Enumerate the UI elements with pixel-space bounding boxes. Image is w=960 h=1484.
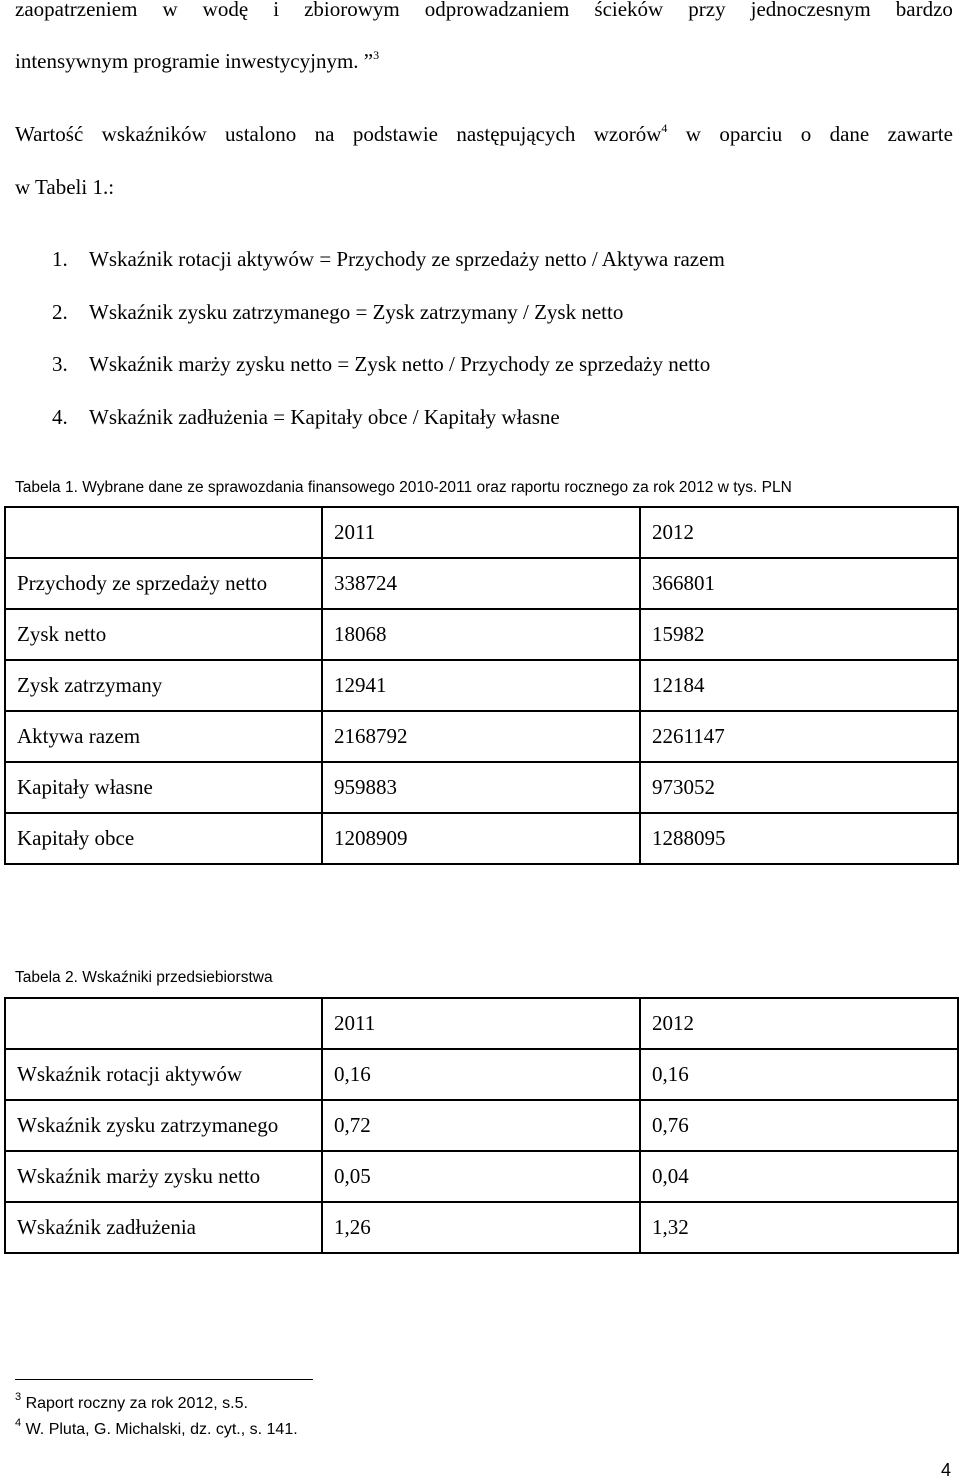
table-cell: Kapitały obce (5, 813, 322, 864)
page-number: 4 (940, 1460, 951, 1480)
formula-text: Wskaźnik rotacji aktywów = Przychody ze sprzedaży netto / Aktywa razem (89, 247, 725, 271)
footnote-separator (15, 1379, 313, 1380)
word: zaopatrzeniem (15, 0, 138, 21)
word: ścieków (594, 0, 664, 21)
footnote (15, 1417, 298, 1440)
word: wodę (202, 0, 249, 21)
table-cell: 1208909 (322, 813, 640, 864)
table-2 (4, 997, 959, 1254)
table-row (5, 660, 958, 711)
table-cell: 366801 (640, 558, 958, 609)
formula-item (52, 352, 710, 376)
list-number: 4. (52, 405, 68, 429)
word: następujących (456, 122, 576, 146)
word: oparciu (719, 122, 783, 146)
table-cell: 1,32 (640, 1202, 958, 1253)
table-cell: 1,26 (322, 1202, 640, 1253)
table-cell: 2011 (322, 998, 640, 1049)
word: odprowadzaniem (424, 0, 570, 21)
table-cell: Kapitały własne (5, 762, 322, 813)
word: jednoczesnym (750, 0, 871, 21)
paragraph-2-line-2 (15, 175, 953, 199)
list-number: 1. (52, 247, 68, 271)
table-row (5, 609, 958, 660)
table-cell: 2012 (640, 998, 958, 1049)
formula-item (52, 405, 560, 429)
table-2-caption: Tabela 2. Wskaźniki przedsiebiorstwa (15, 969, 273, 986)
footnote-number: 3 (15, 1391, 22, 1403)
table-header-row (5, 998, 958, 1049)
paragraph-text: intensywnym programie inwestycyjnym. (15, 49, 359, 73)
table-cell: Wskaźnik marży zysku netto (5, 1151, 322, 1202)
paragraph-1-line-1 (15, 0, 953, 21)
footnote-number: 4 (15, 1417, 22, 1429)
table-cell: 0,04 (640, 1151, 958, 1202)
table-cell: Przychody ze sprzedaży netto (5, 558, 322, 609)
formula-item (52, 247, 725, 271)
word: przy (688, 0, 726, 21)
word: podstawie (352, 122, 438, 146)
table-row (5, 1202, 958, 1253)
word: Wartość (15, 122, 84, 146)
table-cell (5, 998, 322, 1049)
table-cell: 0,72 (322, 1100, 640, 1151)
table-cell: Zysk zatrzymany (5, 660, 322, 711)
table-cell: 959883 (322, 762, 640, 813)
table-cell: 973052 (640, 762, 958, 813)
word: o (800, 122, 812, 146)
paragraph-1-line-2: intensywnym programie inwestycyjnym. ”$^3$ (15, 48, 380, 73)
table-cell: 2261147 (640, 711, 958, 762)
table-cell: Wskaźnik zysku zatrzymanego (5, 1100, 322, 1151)
footnote (15, 1391, 248, 1414)
table-cell: 2011 (322, 507, 640, 558)
table-cell: 0,16 (322, 1049, 640, 1100)
footnote-text: Raport roczny za rok 2012, s.5. (25, 1395, 248, 1412)
table-row (5, 762, 958, 813)
table-cell: 15982 (640, 609, 958, 660)
word-with-ref (594, 122, 668, 146)
formula-item (52, 300, 623, 324)
table-row (5, 1151, 958, 1202)
paragraph-text: w Tabeli 1.: (15, 175, 115, 199)
table-cell: 18068 (322, 609, 640, 660)
table-cell: 338724 (322, 558, 640, 609)
table-cell: 12941 (322, 660, 640, 711)
word: zbiorowym (304, 0, 400, 21)
word: dane (829, 122, 870, 146)
table-cell: 12184 (640, 660, 958, 711)
table-cell: 0,05 (322, 1151, 640, 1202)
word: bardzo (895, 0, 953, 21)
table-cell: Wskaźnik zadłużenia (5, 1202, 322, 1253)
word: w (685, 122, 701, 146)
paragraph-2-line-1 (15, 122, 953, 146)
footnote-ref[interactable]: 3 (373, 48, 380, 62)
table-cell: Wskaźnik rotacji aktywów (5, 1049, 322, 1100)
word: i (273, 0, 280, 21)
word: w (162, 0, 178, 21)
table-cell (5, 507, 322, 558)
table-cell: 2168792 (322, 711, 640, 762)
table-1 (4, 506, 959, 865)
list-number: 3. (52, 352, 68, 376)
table-header-row (5, 507, 958, 558)
table-cell: 1288095 (640, 813, 958, 864)
list-number: 2. (52, 300, 68, 324)
table-row (5, 1100, 958, 1151)
word: wzorów (593, 122, 662, 146)
footnote-ref[interactable]: 4 (661, 121, 668, 135)
table-cell: 2012 (640, 507, 958, 558)
footnote-text: W. Pluta, G. Michalski, dz. cyt., s. 141. (25, 1421, 298, 1438)
table-row (5, 813, 958, 864)
word: wskaźników (101, 122, 207, 146)
word: ustalono (225, 122, 297, 146)
table-cell: 0,76 (640, 1100, 958, 1151)
table-row (5, 558, 958, 609)
formula-text: Wskaźnik marży zysku netto = Zysk netto / Przychody ze sprzedaży netto (89, 352, 711, 376)
table-cell: 0,16 (640, 1049, 958, 1100)
table-cell: Aktywa razem (5, 711, 322, 762)
table-row (5, 1049, 958, 1100)
table-cell: Zysk netto (5, 609, 322, 660)
word: zawarte (887, 122, 953, 146)
formula-text: Wskaźnik zysku zatrzymanego = Zysk zatrzymany / Zysk netto (89, 300, 624, 324)
word: na (314, 122, 335, 146)
formula-text: Wskaźnik zadłużenia = Kapitały obce / Kapitały własne (89, 405, 560, 429)
table-row (5, 711, 958, 762)
table-1-caption: Tabela 1. Wybrane dane ze sprawozdania finansowego 2010-2011 oraz raportu rocznego za rok 2012 w tys. PLN (15, 479, 792, 496)
